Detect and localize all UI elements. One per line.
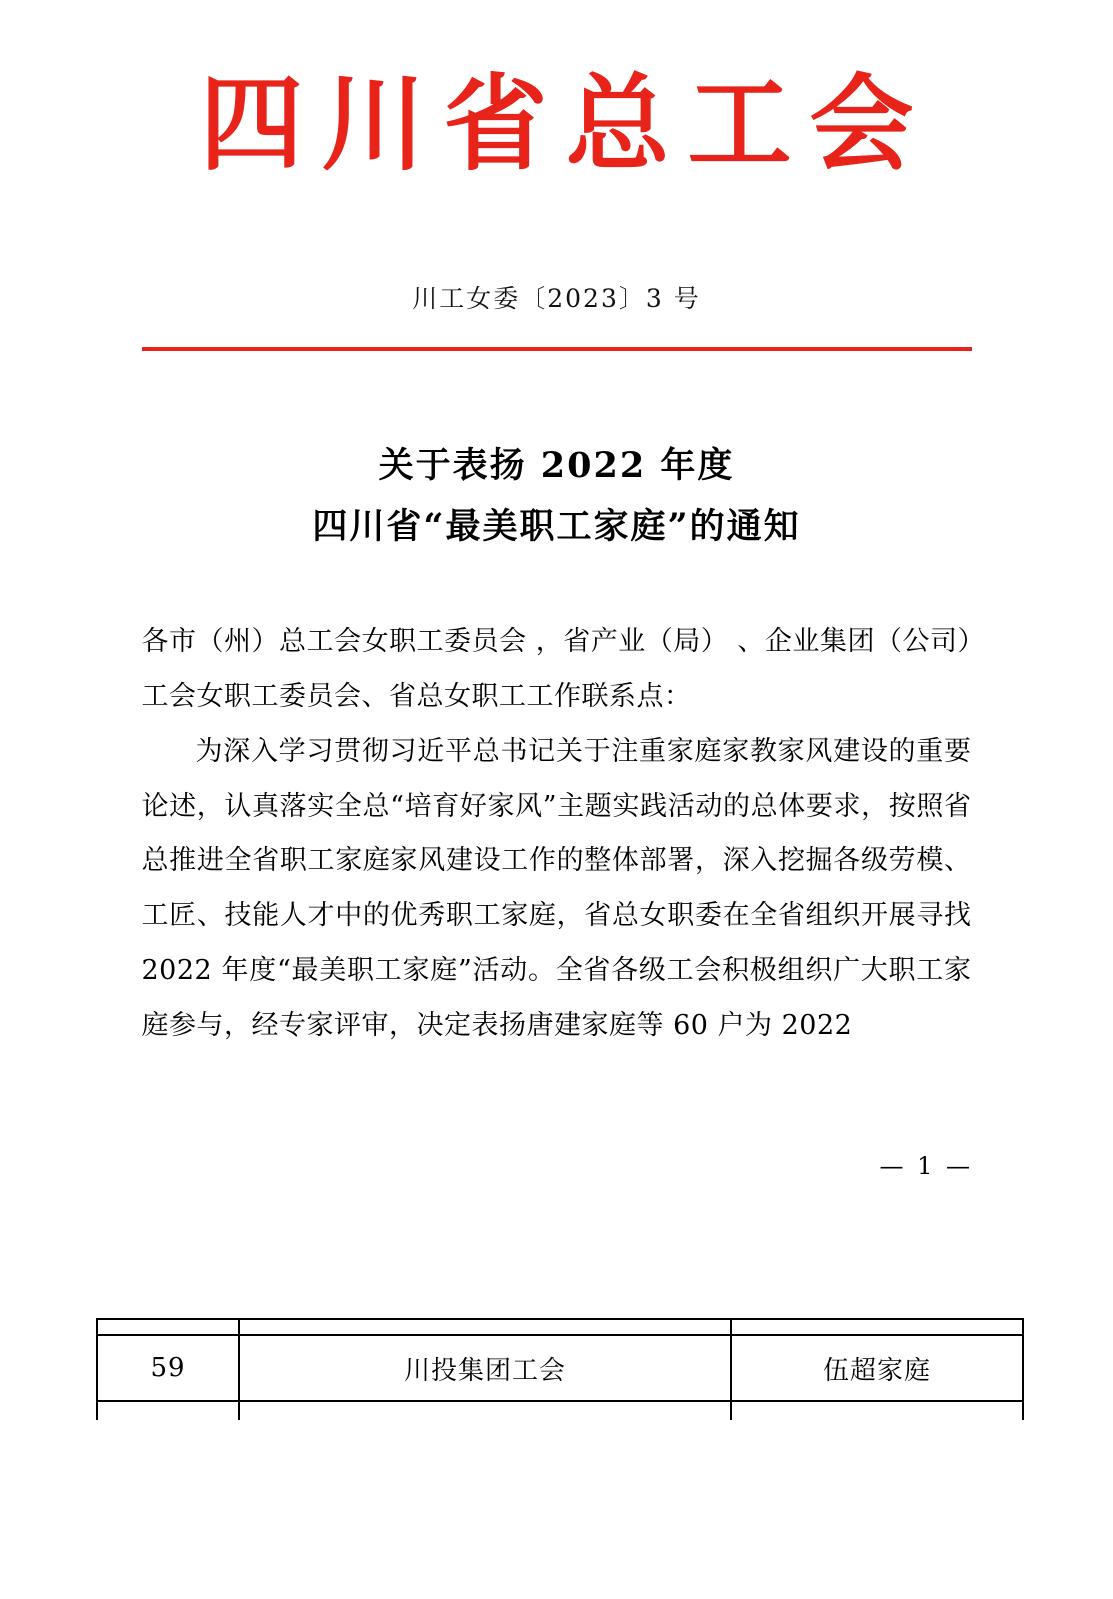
table-fragment xyxy=(96,1318,1016,1420)
salutation-paragraph: 各市（州）总工会女职工委员会 ，省产业（局） 、企业集团（公司）工会女职工委员会、省总女职工工作联系点： xyxy=(141,626,972,713)
table-cell-partial xyxy=(239,1401,731,1420)
red-divider-rule xyxy=(142,347,972,351)
table-cell-number: 59 xyxy=(97,1335,239,1401)
table-cell-partial xyxy=(731,1319,1023,1335)
table-cell-organization: 川投集团工会 xyxy=(239,1335,731,1401)
title-line-2: 四川省“最美职工家庭”的通知 xyxy=(312,506,801,548)
table-row-partial-top xyxy=(97,1319,1023,1335)
honoree-table xyxy=(96,1318,1024,1420)
table-cell-partial xyxy=(239,1319,731,1335)
table-row xyxy=(97,1335,1023,1401)
title-line-1: 关于表扬 2022 年度 xyxy=(378,444,735,486)
table-cell-partial xyxy=(731,1401,1023,1420)
document-body xyxy=(142,615,972,1053)
table-cell-partial xyxy=(97,1401,239,1420)
page-number: — 1 — xyxy=(879,1152,973,1180)
masthead-title: 四川省总工会 xyxy=(199,62,932,185)
table-row-partial-bottom xyxy=(97,1401,1023,1420)
body-paragraph-1: 为深入学习贯彻习近平总书记关于注重家庭家教家风建设的重要论述，认真落实全总“培育好家风”主题实践活动的总体要求，按照省总推进全省职工家庭家风建设工作的整体部署，深入挖掘各级劳模、工匠、技能人才中的优秀职工家庭，省总女职委在全省组织开展寻找 2022 年度“最美职工家庭”活动。全省各级工会积极组织广大职工家庭参与，经专家评审，决定表扬唐建家庭等 60 户为 2022 xyxy=(141,735,972,1041)
table-cell-family: 伍超家庭 xyxy=(731,1335,1023,1401)
document-number: 川工女委〔2023〕3 号 xyxy=(412,283,701,313)
document-title xyxy=(0,435,1113,558)
table-cell-partial xyxy=(97,1319,239,1335)
